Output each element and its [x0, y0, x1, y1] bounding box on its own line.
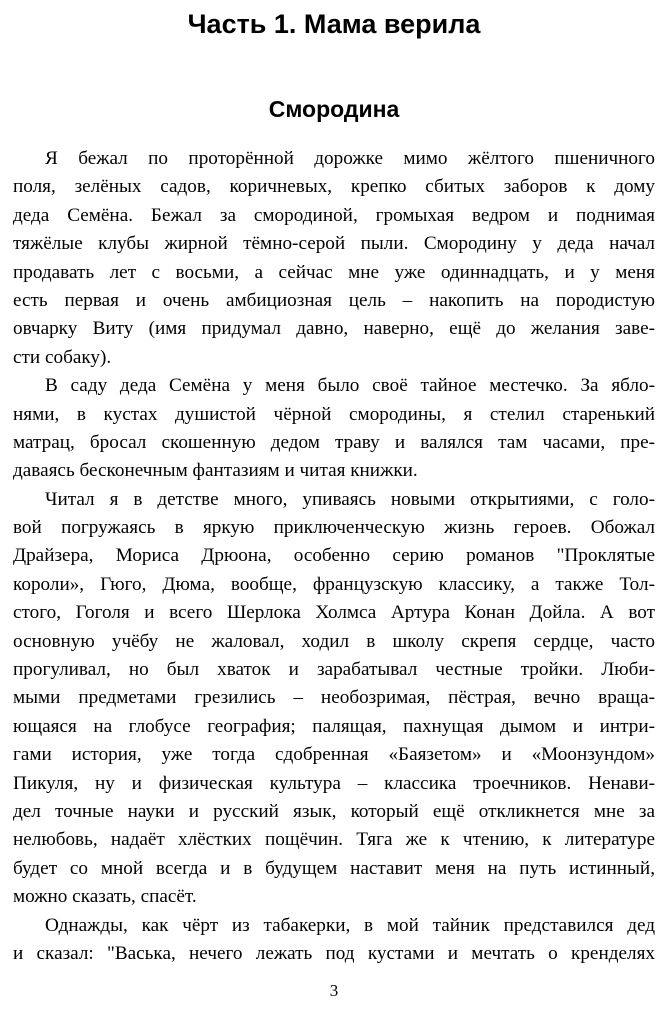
text-line: поля, зелёных садов, коричневых, крепко сбитых заборов к дому: [13, 176, 655, 198]
text-line: Читал я в детстве много, упиваясь новыми открытиями, с голо-: [45, 488, 655, 510]
text-line: сти собаку).: [13, 346, 112, 368]
paragraph: [13, 145, 655, 372]
text-line: деда Семёна. Бежал за смородиной, громыхая ведром и поднимая: [13, 204, 655, 226]
paragraph: [13, 912, 655, 969]
body-text: [13, 145, 655, 968]
text-line: мыми предметами грезились – необозримая, пёстрая, вечно враща-: [13, 687, 655, 709]
chapter-title: Смородина: [268, 96, 400, 122]
text-line: основную учёбу не жаловал, ходил в школу скрепя сердце, часто: [13, 630, 655, 652]
page-number: 3: [329, 981, 339, 1000]
text-line: Однажды, как чёрт из табакерки, в мой тайник представился дед: [45, 914, 655, 936]
paragraph: [13, 486, 655, 912]
paragraph: [13, 372, 655, 486]
text-line: Пикуля, ну и физическая культура – классика троечников. Ненави-: [13, 772, 655, 794]
text-line: тяжёлые клубы жирной тёмно-серой пыли. Смородину у деда начал: [13, 233, 655, 255]
text-line: будет со мной всегда и в будущем наставит меня на путь истинный,: [13, 857, 655, 879]
text-line: короли», Гюго, Дюма, вообще, французскую классику, а также Тол-: [13, 573, 655, 595]
text-line: есть первая и очень амбициозная цель – накопить на породистую: [13, 289, 655, 311]
text-line: можно сказать, спасёт.: [13, 886, 197, 908]
text-line: Я бежал по проторённой дорожке мимо жёлтого пшеничного: [45, 148, 655, 169]
part-title: Часть 1. Мама верила: [187, 9, 481, 39]
text-line: нелюбовь, надаёт хлёстких пощёчин. Тяга же к чтению, к литературе: [13, 829, 655, 851]
text-line: нями, в кустах душистой чёрной смородины, я стелил старенький: [13, 403, 655, 425]
text-line: дел точные науки и русский язык, который ещё откликнется мне за: [13, 800, 655, 822]
text-line: стого, Гоголя и всего Шерлока Холмса Артура Конан Дойла. А вот: [13, 602, 655, 624]
text-line: овчарку Виту (имя придумал давно, наверно, ещё до желания заве-: [13, 318, 655, 340]
text-line: Драйзера, Мориса Дрюона, особенно серию романов "Проклятые: [13, 545, 655, 567]
text-line: даваясь бесконечным фантазиям и читая книжки.: [13, 460, 418, 482]
text-line: и сказал: "Васька, нечего лежать под кустами и мечтать о кренделях: [13, 942, 655, 964]
text-line: прогуливал, но был хваток и зарабатывал честные тройки. Люби-: [13, 659, 655, 681]
text-line: вой погружаясь в яркую приключенческую жизнь героев. Обожал: [13, 517, 655, 539]
text-line: В саду деда Семёна у меня было своё тайное местечко. За ябло-: [45, 375, 655, 397]
text-line: матрац, бросал скошенную дедом траву и валялся там часами, пре-: [13, 431, 655, 453]
text-line: ющаяся на глобусе география; палящая, пахнущая дымом и интри-: [13, 715, 655, 737]
text-line: гами история, уже тогда сдобренная «Баязетом» и «Моонзундом»: [13, 744, 655, 766]
text-line: продавать лет с восьми, а сейчас мне уже одиннадцать, и у меня: [13, 261, 655, 283]
